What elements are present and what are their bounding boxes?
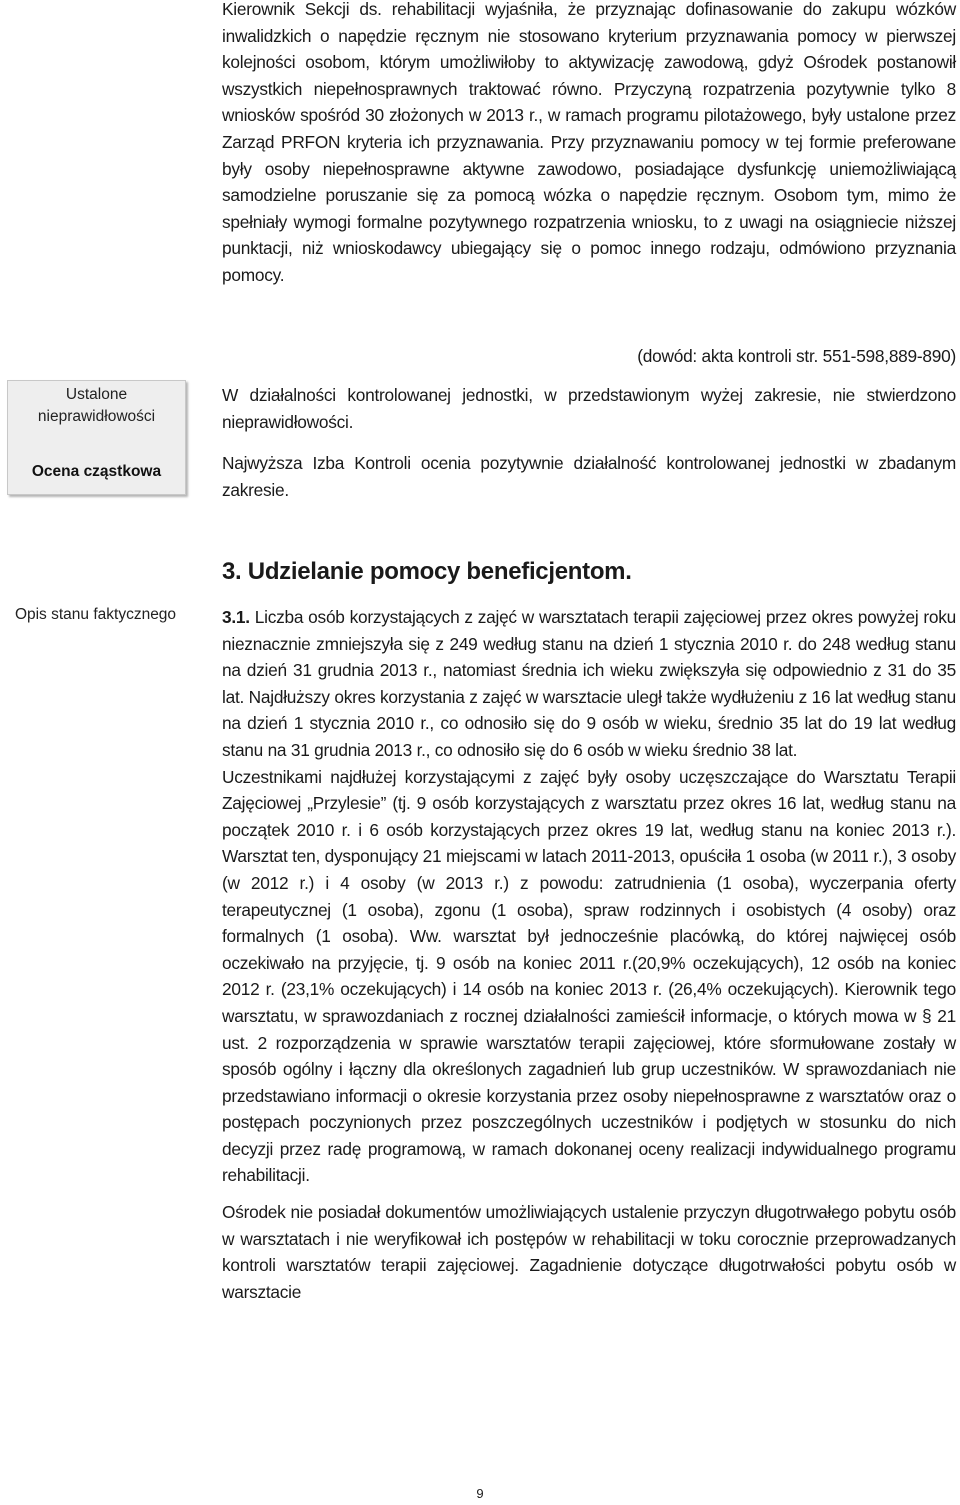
irregularities-margin-label: Ustalone nieprawidłowości: [37, 386, 156, 425]
evidence-text: (dowód: akta kontroli str. 551-598,889-890): [637, 346, 956, 366]
section-paragraph-1-text: Liczba osób korzystających z zajęć w warsztatach terapii zajęciowej przez okres powyżej roku nieznacznie zmniejszyła się z 249 według stanu na dzień 1 stycznia 2010 r. do 248 według stanu na dzień 31 grudnia 2013 r., natomiast średnia ich wieku zwiększyła się odpowiednio z 31 do 35 lat. Najdłuższy okres korzystania z zajęć w warsztacie uległ także wydłużeniu z 16 lat według stanu na dzień 1 stycznia 2010 r., co odnosiło się do 9 osób w wieku, średnio 35 lat do 19 lat według stanu na 31 grudnia 2013 r., co odnosiło się do 6 osób w wieku średnio 38 lat.: [222, 607, 956, 760]
intro-text: Kierownik Sekcji ds. rehabilitacji wyjaśniła, że przyznając dofinasowanie do zakupu wózków inwalidzkich o napędzie ręcznym nie stosowano kryterium przyznawania pomocy w pierwszej kolejności osobom, którym umożliwiłoby to aktywizację zawodową, gdyż Ośrodek postanowił wszystkich niepełnosprawnych traktować równo. Przyczyną rozpatrzenia pozytywnie tylko 8 wniosków spośród 30 złożonych w 2013 r., w ramach programu pilotażowego, były ustalone przez Zarząd PRFON kryteria ich przyznawania. Przy przyznawaniu pomocy w tej formie preferowane były osoby niepełnosprawne aktywne zawodowo, posiadające dysfunkcję uniemożliwiającą samodzielne poruszanie się za pomocą wózka o napędzie ręcznym. Osobom tym, mimo że spełniały wymogi formalne pozytywnego rozpatrzenia wniosku, to z uwagi na osiągniecie niższej punktacji, niż wnioskodawcy ubiegający się o pomoc innego rodzaju, odmówiono przyznania pomocy.: [222, 0, 956, 285]
section-heading: 3. Udzielanie pomocy beneficjentom.: [222, 558, 632, 585]
partial-assessment-text: Najwyższa Izba Kontroli ocenia pozytywnie działalność kontrolowanej jednostki w zbadanym zakresie.: [222, 453, 956, 500]
page-number: 9: [476, 1486, 484, 1501]
margin-irregularities-box: [7, 380, 186, 495]
section-paragraph-1: [222, 604, 956, 764]
evidence-reference: [222, 343, 956, 370]
section-body: [222, 604, 956, 1305]
facts-margin-label: Opis stanu faktycznego: [14, 606, 177, 623]
intro-paragraph: [222, 0, 956, 289]
irregularities-paragraph: [222, 382, 956, 435]
irregularities-text: W działalności kontrolowanej jednostki, w przedstawionym wyżej zakresie, nie stwierdzono nieprawidłowości.: [222, 385, 956, 432]
subsection-number: 3.1.: [222, 607, 250, 627]
section-paragraph-2: Uczestnikami najdłużej korzystającymi z zajęć były osoby uczęszczające do Warsztatu Terapii Zajęciowej „Przylesie” (tj. 9 osób korzystających z warsztatu przez okres 16 lat, według stanu na początek 2010 r. i 6 osób korzystających przez okres 19 lat, według stanu na koniec 2013 r.). Warsztat ten, dysponujący 21 miejscami w latach 2011-2013, opuściła 1 osoba (w 2011 r.), 3 osoby (w 2012 r.) i 4 osoby (w 2013 r.) z powodu: zatrudnienia (1 osoba), wyczerpania oferty terapeutycznej (1 osoba), zgonu (1 osoba), spraw rodzinnych i osobistych (4 osoby) oraz formalnych (1 osoba). Ww. warsztat był jednocześnie placówką, do której najwięcej osób oczekiwało na przyjęcie, tj. 9 osób na koniec 2011 r.(20,9% oczekujących), 12 osób na koniec 2012 r. (23,1% oczekujących) i 14 osób na koniec 2013 r. (26,4% oczekujących). Kierownik tego warsztatu, w sprawozdaniach z rocznej działalności zamieścił informacje, o których mowa w § 21 ust. 2 rozporządzenia w sprawie warsztatów terapii zajęciowej, które sformułowane zostały w sposób ogólny i łączny dla określonych zagadnień lub grup uczestników. W sprawozdaniach nie przedstawiano informacji o okresie korzystania przez osoby niepełnosprawne z warsztatów oraz o postępach poczynionych przez poszczególnych uczestników i podjętych w stosunku do nich decyzji przez radę programową, w ramach dokonanej oceny realizacji indywidualnego programu rehabilitacji.: [222, 766, 956, 1186]
assessment-margin-label: Ocena cząstkowa: [31, 463, 162, 480]
partial-assessment-paragraph: [222, 450, 956, 503]
section-paragraph-3: Ośrodek nie posiadał dokumentów umożliwiających ustalenie przyczyn długotrwałego pobytu osób w warsztatach i nie weryfikował ich postępów w rehabilitacji w toku corocznie przeprowadzanych kontroli warsztatów terapii zajęciowej. Zagadnienie dotyczące długotrwałości pobytu osób w warsztacie: [222, 1202, 956, 1302]
